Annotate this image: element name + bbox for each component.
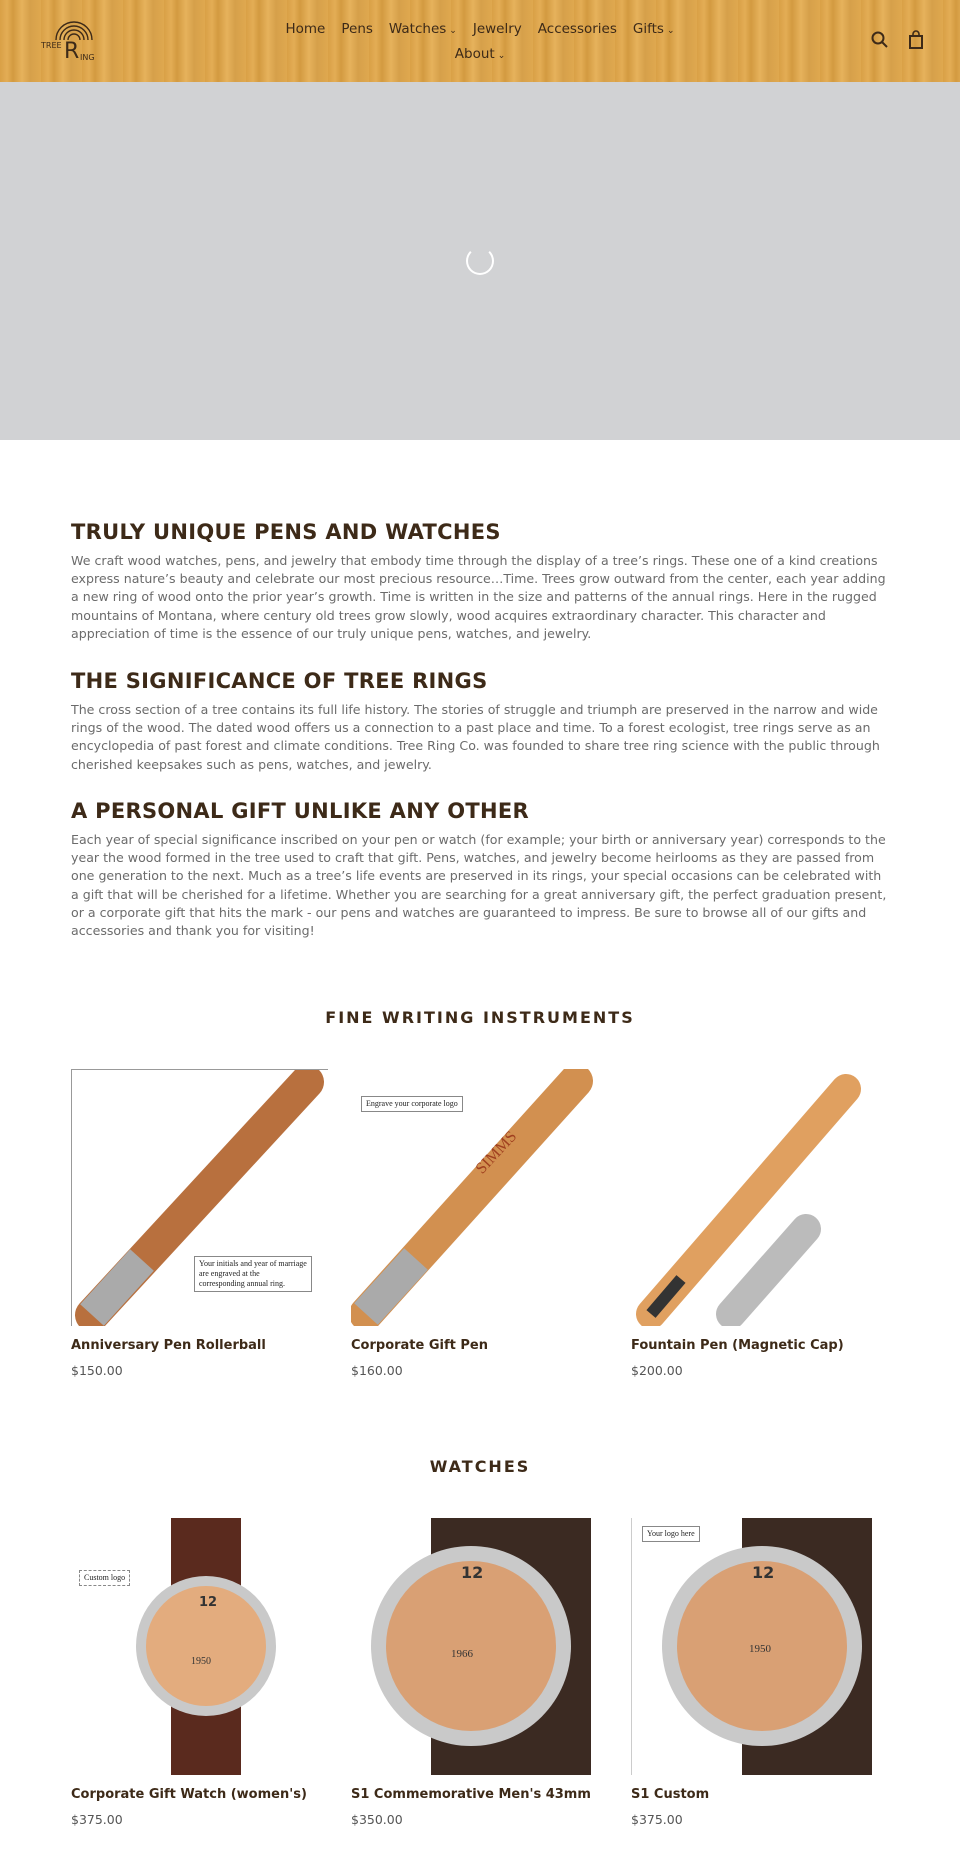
image-note: Your initials and year of marriage are engraved at the corresponding annual ring. [194, 1256, 312, 1292]
site-header [0, 0, 960, 82]
dial-year: 1966 [451, 1648, 473, 1660]
svg-text:12: 12 [199, 1595, 218, 1610]
about-section-3 [71, 799, 889, 940]
nav-jewelry[interactable]: Jewelry [472, 21, 522, 37]
product-price: $375.00 [71, 1812, 123, 1827]
nav-accessories[interactable]: Accessories [537, 21, 617, 37]
image-note: Your logo here [642, 1526, 700, 1542]
dial-year: 1950 [749, 1643, 771, 1655]
svg-text:12: 12 [752, 1563, 775, 1582]
search-icon[interactable] [870, 30, 890, 50]
image-note: Custom logo [79, 1570, 130, 1586]
watches-collection-title: WATCHES [429, 1457, 531, 1476]
svg-text:12: 12 [461, 1563, 484, 1582]
image-note: Engrave your corporate logo [361, 1096, 463, 1112]
product-image[interactable] [71, 1518, 328, 1775]
product-price: $150.00 [71, 1363, 123, 1378]
pen-image [631, 1069, 888, 1326]
nav-about[interactable] [455, 46, 505, 62]
nav-watches[interactable] [389, 21, 457, 37]
hero-slideshow [0, 82, 960, 440]
product-title[interactable]: S1 Commemorative Men's 43mm [351, 1787, 591, 1802]
section-body: The cross section of a tree contains its full life history. The stories of struggle and triumph are preserved in the narrow and wide rings of the wood. The dated wood offers us a connection to a past place and time. To a forest ecologist, tree rings serve as an encyclopedia of past forest and climate conditions. Tree Ring Co. was founded to share tree ring science with the public through cherished keepsakes such as pens, watches, and jewelry. [71, 702, 880, 772]
nav-about-label: About [454, 46, 495, 62]
about-section-2 [71, 669, 889, 774]
product-image[interactable] [631, 1069, 888, 1326]
svg-text:TREE: TREE [41, 41, 62, 50]
about-section-1 [71, 520, 889, 643]
section-heading: A PERSONAL GIFT UNLIKE ANY OTHER [71, 799, 529, 823]
nav-home[interactable]: Home [285, 21, 326, 37]
product-image[interactable] [351, 1069, 608, 1326]
product-price: $160.00 [351, 1363, 403, 1378]
chevron-down-icon: ⌄ [449, 26, 457, 36]
watch-image [71, 1518, 328, 1775]
product-card[interactable] [631, 1518, 888, 1827]
nav-watches-label: Watches [388, 21, 447, 37]
nav-pens[interactable]: Pens [341, 21, 373, 37]
product-title[interactable]: Anniversary Pen Rollerball [71, 1338, 266, 1353]
product-card[interactable] [631, 1069, 888, 1378]
section-body: We craft wood watches, pens, and jewelry that embody time through the display of a tree’s rings. These one of a kind creations express nature’s beauty and celebrate our most precious resource…Time. Trees grow outward from the center, each year adding a new ring of wood onto the prior year’s growth. Time is written in the size and patterns of the annual rings. Here in the rugged mountains of Montana, where century old trees grow slowly, wood acquires extraordinary character. This character and appreciation of time is the essence of our truly unique pens, watches, and jewelry. [71, 553, 886, 641]
chevron-down-icon: ⌄ [497, 51, 506, 61]
dial-year: 1950 [191, 1656, 211, 1667]
svg-text:R: R [64, 39, 80, 64]
cart-icon[interactable] [906, 30, 926, 50]
product-card[interactable] [351, 1069, 608, 1378]
svg-text:ING: ING [80, 53, 95, 62]
watch-image [351, 1518, 608, 1775]
tree-ring-logo[interactable] [40, 18, 104, 64]
loading-spinner-icon [466, 247, 494, 275]
product-title[interactable]: Corporate Gift Watch (women's) [71, 1787, 307, 1802]
section-heading: THE SIGNIFICANCE OF TREE RINGS [71, 669, 488, 693]
section-body: Each year of special significance inscribed on your pen or watch (for example; your birth or anniversary year) corresponds to the year the wood formed in the tree used to craft that gift. Pens, watches, and jewelry become heirlooms as they are passed from one generation to the next. Much as a tree’s life events are preserved in its rings, your special occasions can be celebrated with a gift that will be cherished for a lifetime. Whether you are searching for a great anniversary gift, the perfect graduation present, or a corporate gift that hits the mark - our pens and watches are guaranteed to impress. Be sure to browse all of our gifts and accessories and thank you for visiting! [71, 832, 887, 939]
product-card[interactable] [71, 1069, 328, 1378]
product-price: $200.00 [631, 1363, 683, 1378]
product-image[interactable] [631, 1518, 888, 1775]
product-title[interactable]: S1 Custom [631, 1787, 710, 1802]
product-title[interactable]: Fountain Pen (Magnetic Cap) [631, 1338, 844, 1353]
chevron-down-icon: ⌄ [666, 26, 675, 36]
product-price: $375.00 [631, 1812, 683, 1827]
nav-gifts[interactable] [633, 21, 675, 37]
section-heading: TRULY UNIQUE PENS AND WATCHES [71, 520, 501, 544]
product-card[interactable] [71, 1518, 328, 1827]
product-image[interactable] [351, 1518, 608, 1775]
nav-gifts-label: Gifts [632, 21, 664, 37]
pens-collection-title: FINE WRITING INSTRUMENTS [325, 1008, 635, 1027]
product-price: $350.00 [351, 1812, 403, 1827]
engraving-text: SIMMS [472, 1128, 521, 1178]
product-card[interactable] [351, 1518, 608, 1827]
product-title[interactable]: Corporate Gift Pen [351, 1338, 488, 1353]
main-nav [260, 18, 700, 68]
product-image[interactable] [71, 1069, 328, 1326]
